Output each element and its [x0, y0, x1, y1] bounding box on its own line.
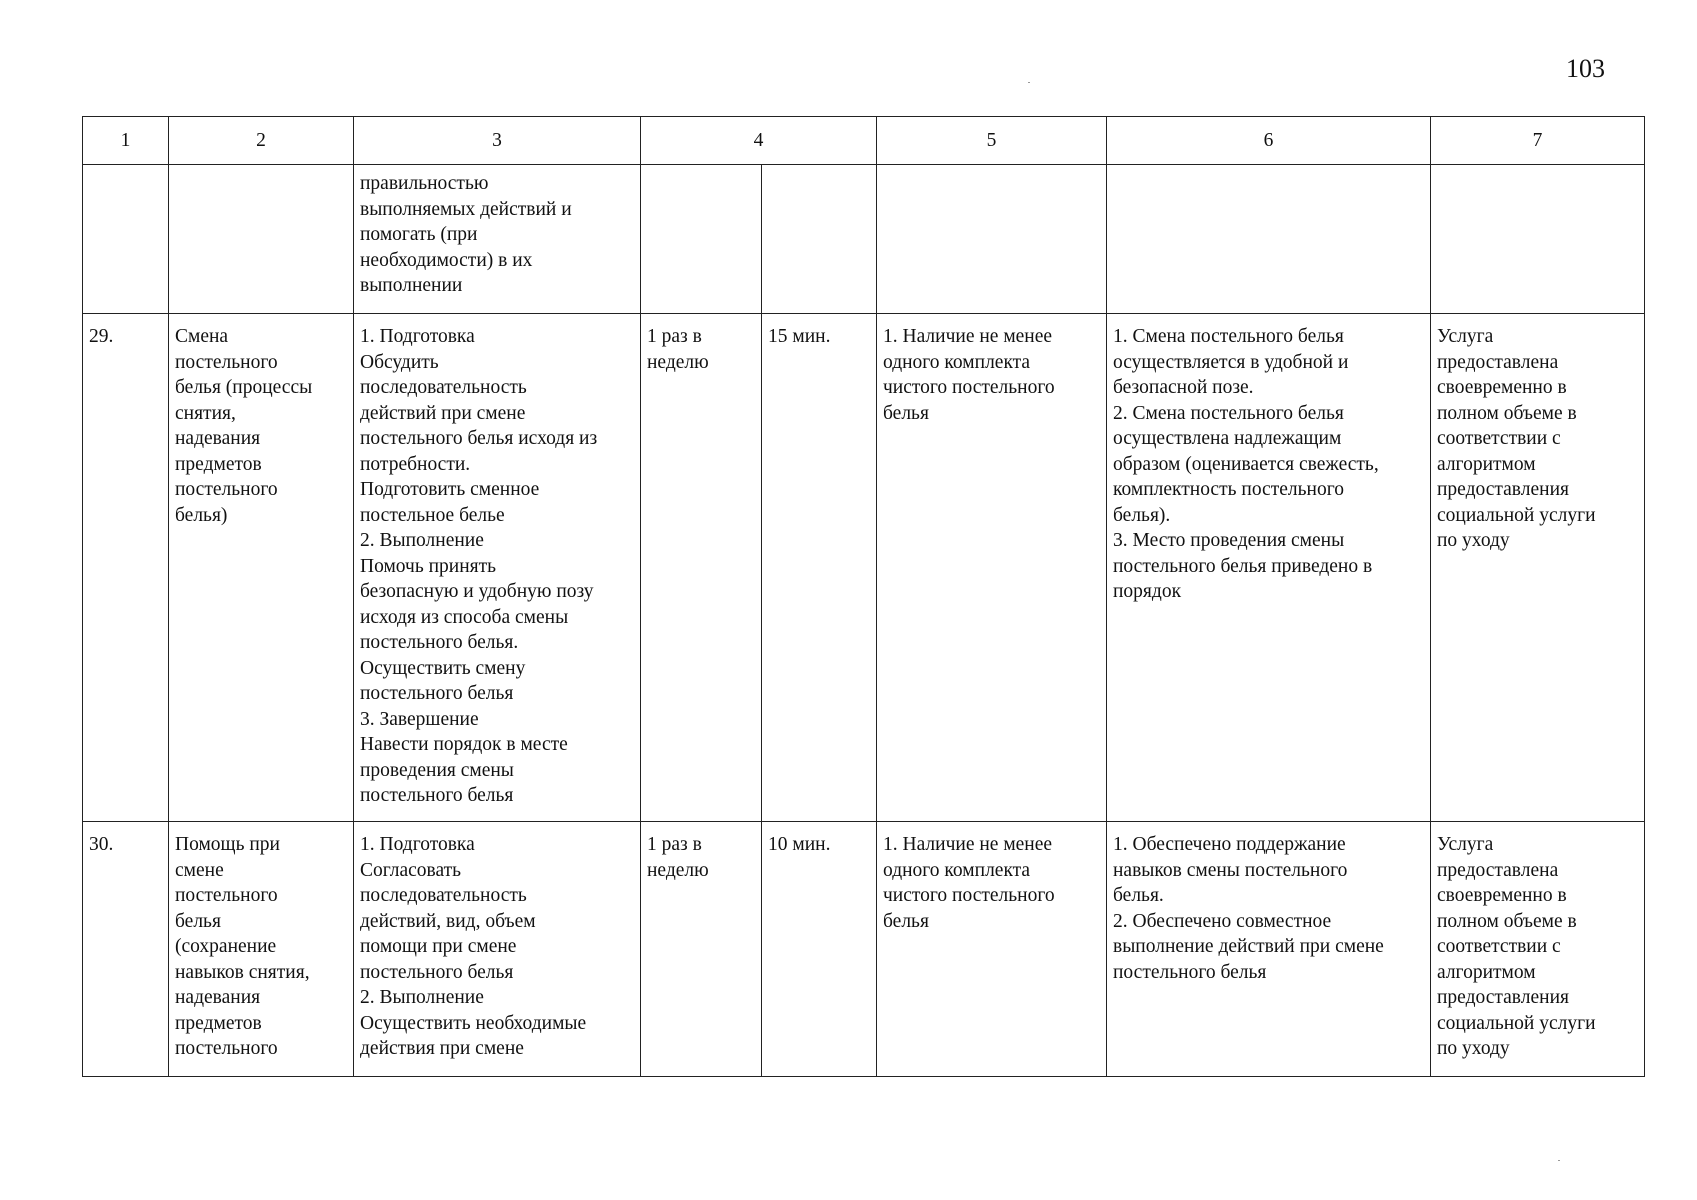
cell-duration	[762, 165, 877, 314]
header-cell-7: 7	[1431, 117, 1645, 165]
cell-conditions	[877, 165, 1107, 314]
header-cell-4: 4	[641, 117, 877, 165]
cell-procedure: правильностью выполняемых действий и помогать (при необходимости) в их выполнении	[354, 165, 641, 314]
cell-conditions: 1. Наличие не менее одного комплекта чистого постельного белья	[877, 314, 1107, 822]
cell-service	[169, 165, 354, 314]
page-number: 103	[1566, 54, 1605, 83]
cell-procedure: 1. Подготовка Согласовать последовательность действий, вид, объем помощи при смене постельного белья 2. Выполнение Осуществить необходимые действия при смене	[354, 822, 641, 1077]
cell-result	[1431, 165, 1645, 314]
cell-frequency	[641, 165, 762, 314]
header-cell-3: 3	[354, 117, 641, 165]
cell-result: Услуга предоставлена своевременно в полном объеме в соответствии с алгоритмом предоставления социальной услуги по уходу	[1431, 314, 1645, 822]
cell-service: Помощь при смене постельного белья (сохранение навыков снятия, надевания предметов постельного	[169, 822, 354, 1077]
cell-conditions: 1. Наличие не менее одного комплекта чистого постельного белья	[877, 822, 1107, 1077]
services-table	[82, 116, 1645, 1077]
header-cell-1: 1	[83, 117, 169, 165]
cell-quality: 1. Смена постельного белья осуществляется в удобной и безопасной позе. 2. Смена постельного белья осуществлена надлежащим образом (оценивается свежесть, комплектность постельного белья). 3. Место проведения смены постельного белья приведено в порядок	[1107, 314, 1431, 822]
cell-procedure: 1. Подготовка Обсудить последовательность действий при смене постельного белья исходя из потребности. Подготовить сменное постельное белье 2. Выполнение Помочь принять безопасную и удобную позу исходя из способа смены постельного белья. Осуществить смену постельного белья 3. Завершение Навести порядок в месте проведения смены постельного белья	[354, 314, 641, 822]
cell-number	[83, 165, 169, 314]
cell-quality	[1107, 165, 1431, 314]
scan-speck	[1028, 82, 1030, 83]
cell-frequency: 1 раз в неделю	[641, 822, 762, 1077]
header-cell-2: 2	[169, 117, 354, 165]
cell-quality: 1. Обеспечено поддержание навыков смены постельного белья. 2. Обеспечено совместное выполнение действий при смене постельного белья	[1107, 822, 1431, 1077]
header-cell-6: 6	[1107, 117, 1431, 165]
table-row-continuation	[83, 165, 1645, 314]
cell-result: Услуга предоставлена своевременно в полном объеме в соответствии с алгоритмом предоставления социальной услуги по уходу	[1431, 822, 1645, 1077]
cell-frequency: 1 раз в неделю	[641, 314, 762, 822]
header-row	[83, 117, 1645, 165]
cell-duration: 15 мин.	[762, 314, 877, 822]
cell-number: 29.	[83, 314, 169, 822]
cell-duration: 10 мин.	[762, 822, 877, 1077]
cell-service: Смена постельного белья (процессы снятия, надевания предметов постельного белья)	[169, 314, 354, 822]
table-row-29	[83, 314, 1645, 822]
header-cell-5: 5	[877, 117, 1107, 165]
cell-number: 30.	[83, 822, 169, 1077]
table-row-30	[83, 822, 1645, 1077]
scan-speck	[1558, 1160, 1560, 1161]
